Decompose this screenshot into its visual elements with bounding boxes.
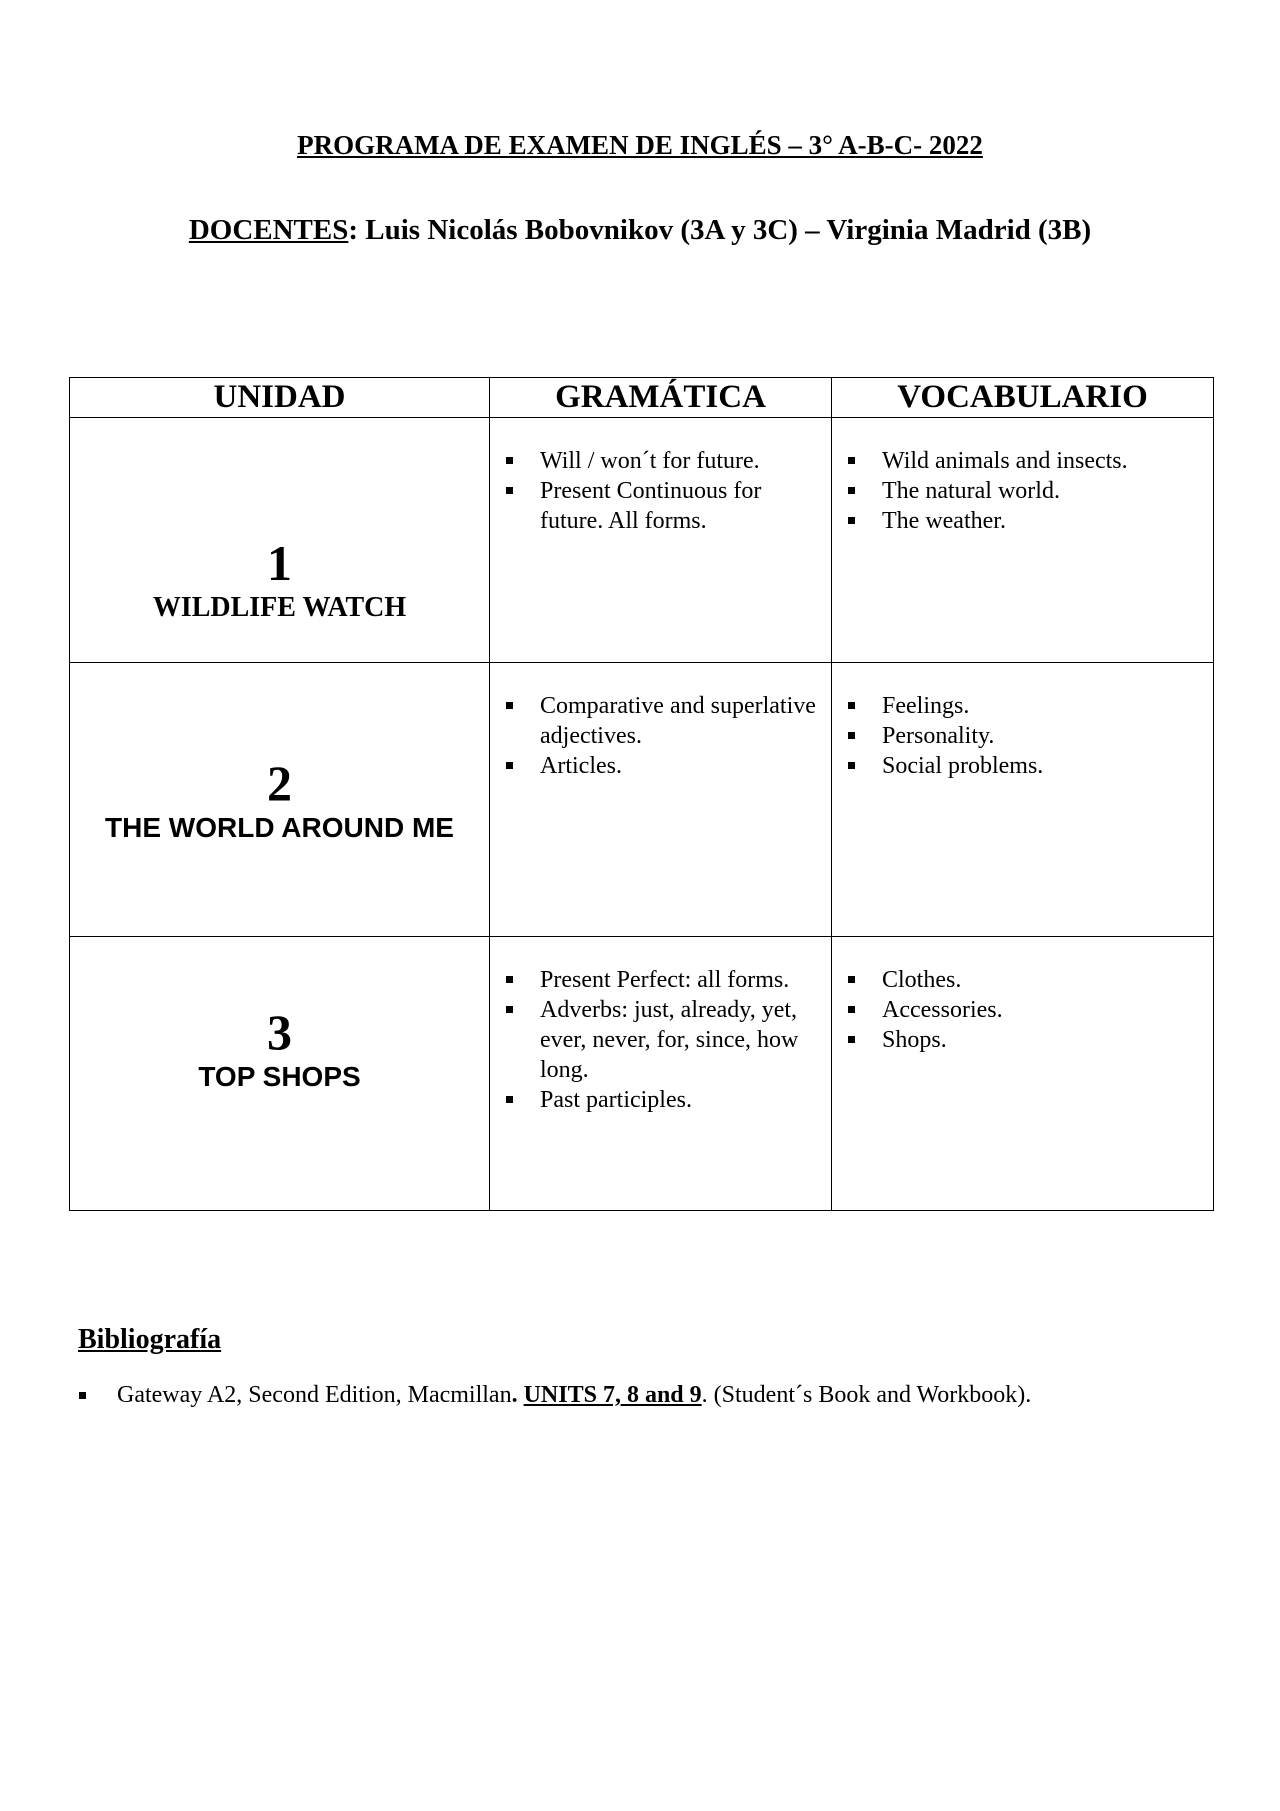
grammar-cell (490, 663, 832, 937)
list-item: Accessories. (882, 995, 1203, 1025)
unit-name: WILDLIFE WATCH (152, 592, 407, 623)
bibliography-separator: . (511, 1382, 524, 1408)
list-item: Clothes. (882, 965, 1203, 995)
list-item: Articles. (540, 751, 821, 781)
list-item: Feelings. (882, 691, 1203, 721)
bibliography-heading: Bibliografía (78, 1324, 222, 1355)
list-item: Will / won´t for future. (540, 446, 821, 476)
exam-program-table (69, 377, 1214, 1211)
table-row (70, 937, 1214, 1211)
grammar-list (490, 418, 831, 536)
vocabulary-list (832, 418, 1213, 536)
list-item: Present Perfect: all forms. (540, 965, 821, 995)
grammar-list (490, 663, 831, 781)
unit-cell (70, 418, 490, 663)
unit-number: 1 (267, 535, 292, 591)
vocabulary-list (832, 937, 1213, 1055)
header-vocabulario: VOCABULARIO (832, 378, 1214, 418)
list-item: Shops. (882, 1025, 1203, 1055)
grammar-cell (490, 418, 832, 663)
bibliography-item (117, 1380, 1031, 1410)
bibliography-units: UNITS 7, 8 and 9 (523, 1382, 702, 1408)
table-header-row (70, 378, 1214, 418)
header-gramatica: GRAMÁTICA (490, 378, 832, 418)
document-title: PROGRAMA DE EXAMEN DE INGLÉS – 3° A-B-C- 2022 (297, 130, 983, 160)
teachers-line (0, 214, 1280, 247)
vocabulary-cell (832, 418, 1214, 663)
table-row (70, 663, 1214, 937)
vocabulary-cell (832, 663, 1214, 937)
vocabulary-cell (832, 937, 1214, 1211)
list-item: Adverbs: just, already, yet, ever, never, for, since, how long. (540, 995, 821, 1085)
unit-name: THE WORLD AROUND ME (105, 811, 454, 843)
list-item: Personality. (882, 721, 1203, 751)
grammar-cell (490, 937, 832, 1211)
list-item: Present Continuous for future. All forms. (540, 476, 821, 536)
teachers-names: : Luis Nicolás Bobovnikov (3A y 3C) – Virginia Madrid (3B) (348, 214, 1092, 246)
unit-number: 3 (267, 1003, 292, 1060)
list-item: Wild animals and insects. (882, 446, 1203, 476)
list-item: The natural world. (882, 476, 1203, 506)
list-item: Past participles. (540, 1085, 821, 1115)
list-item: Social problems. (882, 751, 1203, 781)
list-item: Comparative and superlative adjectives. (540, 691, 821, 751)
vocabulary-list (832, 663, 1213, 781)
table-row (70, 418, 1214, 663)
unit-cell (70, 937, 490, 1211)
unit-name: TOP SHOPS (198, 1060, 361, 1092)
bibliography-note: . (Student´s Book and Workbook). (701, 1382, 1032, 1408)
teachers-label: DOCENTES (188, 214, 349, 246)
unit-number: 2 (267, 754, 292, 811)
list-item: The weather. (882, 506, 1203, 536)
bibliography-book: Gateway A2, Second Edition, Macmillan (117, 1382, 512, 1408)
header-unidad: UNIDAD (70, 378, 490, 418)
unit-cell (70, 663, 490, 937)
grammar-list (490, 937, 831, 1115)
